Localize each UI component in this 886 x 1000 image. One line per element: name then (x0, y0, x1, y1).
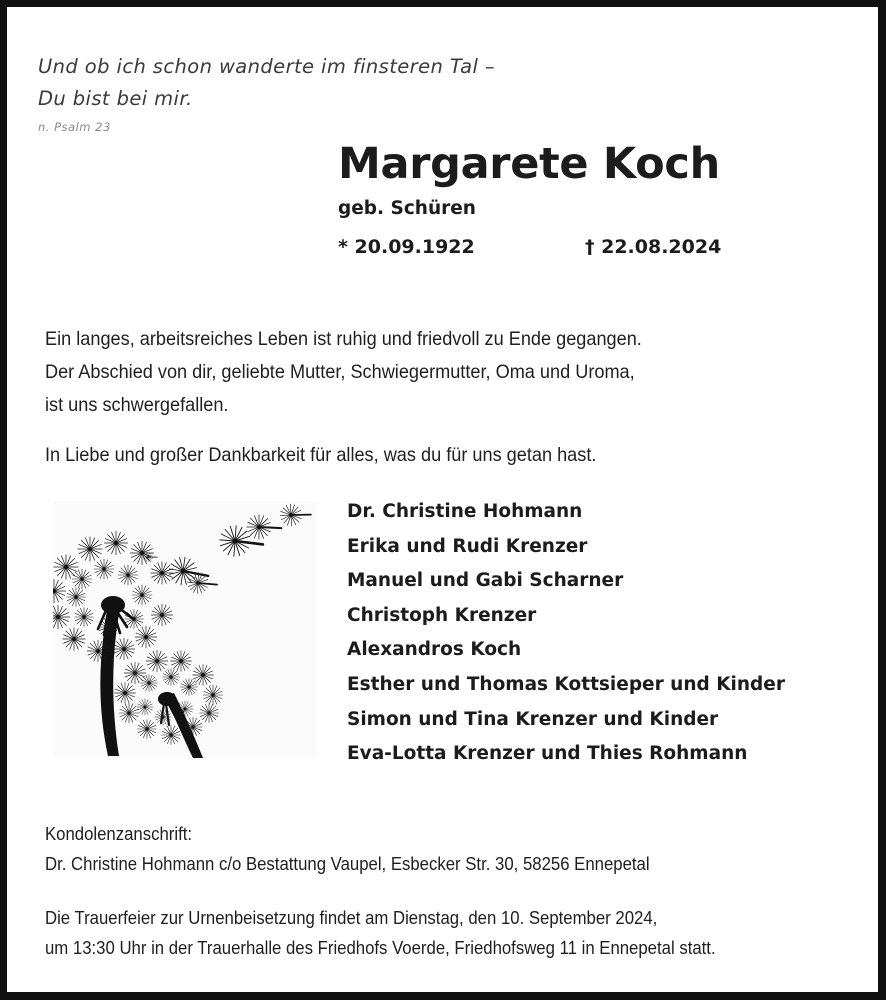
mourner-item: Alexandros Koch (347, 639, 522, 661)
mourner-item: Manuel und Gabi Scharner (347, 570, 624, 592)
life-dates-row (338, 234, 838, 260)
funeral-details-block (45, 903, 865, 963)
tribute-line: Ein langes, arbeitsreiches Leben ist ruhig und friedvoll zu Ende gegangen. (45, 328, 642, 350)
mourner-item: Christoph Krenzer (347, 604, 537, 626)
tribute-line: ist uns schwergefallen. (45, 394, 229, 416)
deceased-full-name: Margarete Koch (338, 139, 720, 189)
condolence-label: Kondolenzanschrift: (45, 824, 193, 844)
deceased-maiden-name: geb. Schüren (338, 198, 476, 219)
mourner-item: Eva-Lotta Krenzer und Thies Rohmann (347, 743, 748, 765)
deceased-name-block (338, 139, 838, 260)
dandelion-seeds-icon (53, 501, 317, 759)
tribute-text-block (45, 323, 835, 472)
funeral-detail-line: um 13:30 Uhr in der Trauerhalle des Friedhofs Voerde, Friedhofsweg 11 in Ennepetal statt. (45, 938, 716, 958)
mourner-item: Erika und Rudi Krenzer (347, 535, 588, 557)
funeral-detail-line: Die Trauerfeier zur Urnenbeisetzung findet am Dienstag, den 10. September 2024, (45, 908, 658, 928)
mourner-item: Simon und Tina Krenzer und Kinder (347, 708, 719, 730)
tribute-line: In Liebe und großer Dankbarkeit für alles, was du für uns getan hast. (45, 444, 597, 466)
condolence-block (45, 819, 845, 879)
epigraph-source: n. Psalm 23 (38, 120, 111, 134)
birth-date: * 20.09.1922 (338, 236, 475, 258)
mourner-item: Dr. Christine Hohmann (347, 501, 583, 522)
condolence-address: Dr. Christine Hohmann c/o Bestattung Vaupel, Esbecker Str. 30, 58256 Ennepetal (45, 854, 650, 874)
tribute-line: Der Abschied von dir, geliebte Mutter, Schwiegermutter, Oma und Uroma, (45, 361, 635, 383)
paragraph-spacer (45, 422, 835, 439)
epigraph-line-1: Und ob ich schon wanderte im finsteren Tal – (38, 55, 496, 78)
death-date: † 22.08.2024 (585, 236, 722, 258)
epigraph-line-2: Du bist bei mir. (38, 87, 193, 110)
obituary-sheet (7, 7, 878, 992)
dandelion-illustration (53, 501, 317, 759)
epigraph-block (38, 51, 638, 136)
mourner-item: Esther und Thomas Kottsieper und Kinder (347, 673, 785, 695)
mourners-list (347, 495, 847, 772)
